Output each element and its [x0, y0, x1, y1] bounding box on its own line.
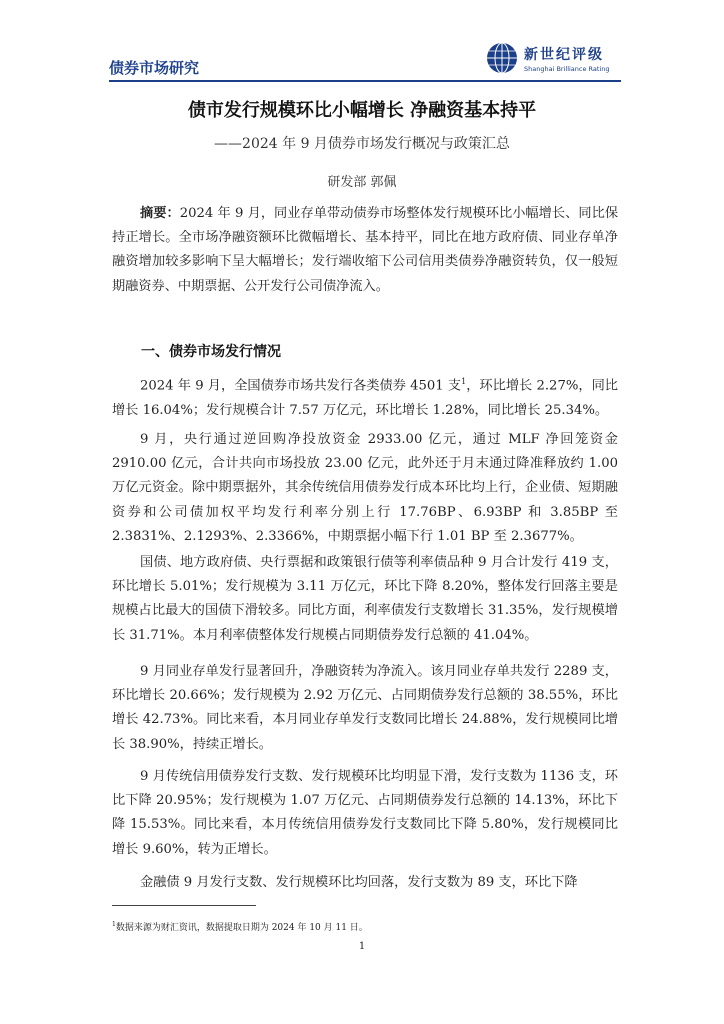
paragraph-6: 金融债 9 月发行支数、发行规模环比均回落，发行支数为 89 支，环比下降: [140, 875, 578, 890]
abstract-text: 2024 年 9 月，同业存单带动债券市场整体发行规模环比小幅增长、同比保持正增长。全市场净融资额环比微幅增长、基本持平，同比在地方政府债、同业存单净融资增加较多影响下呈大幅增长；发行端收缩下公司信用类债券净融资转负，仅一般短期融资券、中期票据、公开发行公司债净流入。: [112, 206, 619, 294]
footnote-ref: 1: [461, 377, 467, 386]
document-author: 研发部 郭佩: [327, 175, 397, 190]
document-subtitle: ——2024 年 9 月债券市场发行概况与政策汇总: [214, 136, 510, 152]
paragraph-1-text-b: ，环比增长 2.27%，同比增长 16.04%；发行规模合计 7.57 万亿元，环比增长 1.28%，同比增长 25.34%。: [112, 378, 618, 418]
document-title: 债市发行规模环比小幅增长 净融资基本持平: [187, 100, 537, 121]
section-heading: 一、债券市场发行情况: [141, 344, 281, 360]
paragraph-1: [112, 370, 618, 423]
globe-logo-icon: [486, 42, 518, 74]
paragraph-2: 9 月，央行通过逆回购净投放资金 2933.00 亿元，通过 MLF 净回笼资金 2910.00 亿元，合计共向市场投放 23.00 亿元，此外还于月末通过降准释放约 1.00 万亿元资金。除中期票据外，其余传统信用债券发行成本环比均上行，企业债、短期融资券和公司债加权平均发行利率分别上行 17.76BP、6.93BP 和 3.85BP 至 2.3831%、2.1293%、2.3366%，中期票据小幅下行 1.01 BP 至 2.3677%。: [112, 432, 618, 544]
footnote: [112, 920, 368, 933]
abstract-label: 摘要：: [140, 206, 180, 221]
paragraph-5: 9 月传统信用债券发行支数、发行规模环比均明显下滑，发行支数为 1136 支，环比下降 20.95%；发行规模为 1.07 万亿元、占同期债券发行总额的 14.13%，环比下降 15.53%。同比来看，本月传统信用债券发行支数同比下降 5.80%，发行规模同比增长 9.60%，转为正增长。: [112, 769, 618, 857]
header-divider: [109, 80, 621, 82]
logo-english-name: Shanghai Brilliance Rating: [524, 64, 610, 73]
footnote-text: 数据来源为财汇资讯，数据提取日期为 2024 年 10 月 11 日。: [115, 923, 368, 933]
footnote-marker: 1: [112, 921, 116, 928]
company-logo: [486, 42, 610, 74]
page-number: 1: [358, 941, 366, 952]
footnote-divider: [112, 905, 256, 906]
abstract: [112, 202, 618, 299]
paragraph-3: 国债、地方政府债、央行票据和政策银行债等利率债品种 9 月合计发行 419 支，环比增长 5.01%；发行规模为 3.11 万亿元，环比下降 8.20%，整体发行回落主要是规模占比最大的国债下滑较多。同比方面，利率债发行支数增长 31.35%，发行规模增长 31.71%。本月利率债整体发行规模占同期债券发行总额的 41.04%。: [112, 555, 618, 643]
paragraph-1-text-a: 2024 年 9 月，全国债券市场共发行各类债券 4501 支: [140, 378, 462, 394]
logo-chinese-name: 新世纪评级: [524, 46, 604, 63]
header-section-title: 债券市场研究: [109, 59, 200, 77]
paragraph-4: 9 月同业存单发行显著回升，净融资转为净流入。该月同业存单共发行 2289 支，环比增长 20.66%；发行规模为 2.92 万亿元、占同期债券发行总额的 38.55%，环比增长 42.73%。同比来看，本月同业存单发行支数同比增长 24.88%，发行规模同比增长 38.90%，持续正增长。: [112, 664, 618, 752]
